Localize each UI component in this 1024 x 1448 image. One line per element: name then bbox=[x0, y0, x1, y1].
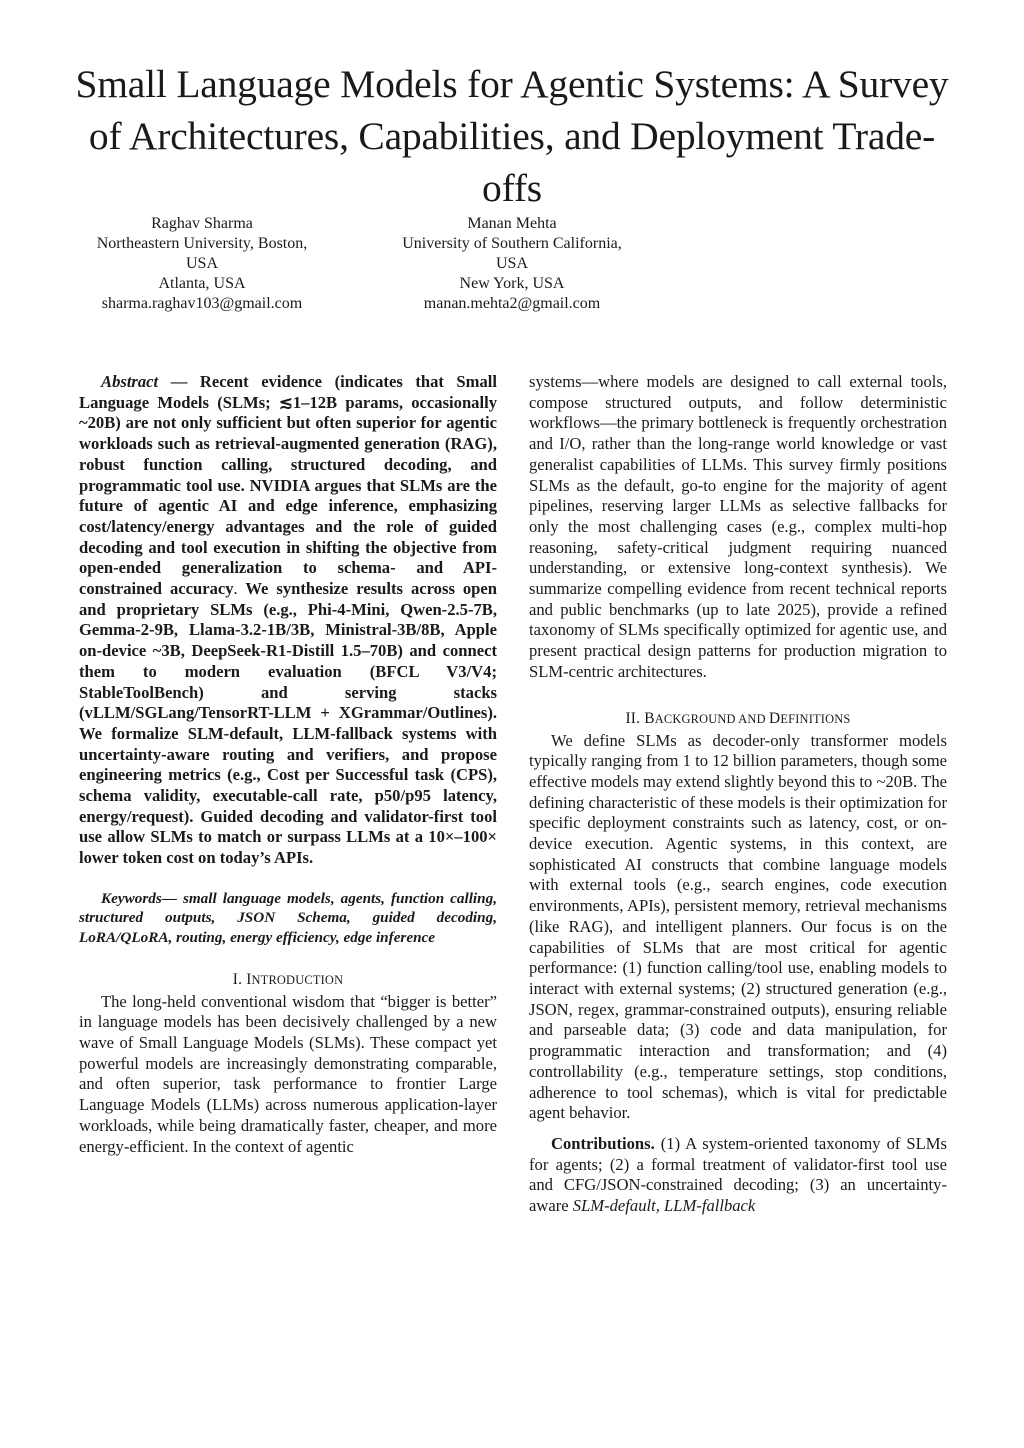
author-name: Manan Mehta bbox=[467, 215, 557, 232]
author-affiliation: Northeastern University, Boston, bbox=[96, 235, 308, 252]
keywords-text: — small language models, agents, function calling, structured outputs, JSON Schema, guided decoding, LoRA/QLoRA, routing, energy efficiency, edge inference bbox=[79, 889, 497, 947]
section-heading-initial: I bbox=[246, 970, 252, 988]
author-name: Raghav Sharma bbox=[151, 215, 253, 232]
abstract-text-cont: We synthesize results across open and proprietary SLMs (e.g., Phi-4-Mini, Qwen-2.5-7B, Gemma-2-9B, Llama-3.2-1B/3B, Ministral-3B/8B, Apple on-device ~3B, DeepSeek-R1-Distill 1.5–70B) and connect them to modern evaluation (BFCL V3/V4; StableToolBench) and serving stacks (vLLM/SGLang/TensorRT-LLM + XGrammar/Outlines). We formalize SLM-default, LLM-fallback systems with uncertainty-aware routing and verifiers, and propose engineering metrics (e.g., Cost per Successful task (CPS), schema validity, executable-call rate, p50/p95 latency, energy/request). Guided decoding and validator-first tool use allow SLMs to match or surpass LLMs at a 10×–100× lower token cost on today’s APIs. bbox=[79, 579, 497, 868]
section-heading-rest: NTRODUCTION bbox=[251, 972, 344, 987]
section-numeral: I. bbox=[232, 970, 243, 988]
author-location: Atlanta, USA bbox=[158, 275, 246, 292]
section-heading-background bbox=[529, 709, 947, 729]
author-block-2 bbox=[372, 214, 652, 314]
author-email: manan.mehta2@gmail.com bbox=[423, 295, 601, 312]
contributions-label: Contributions. bbox=[551, 1133, 655, 1153]
background-paragraph: We define SLMs as decoder-only transformer models typically ranging from 1 to 12 billion parameters, though some effective models may extend slightly beyond this to ~20B. The defining characteristic of these models is their optimization for specific deployment constraints such as latency, cost, or on-device execution. Agentic systems, in this context, are sophisticated AI constructs that combine language models with external tools (e.g., search engines, code execution environments, APIs), persistent memory, retrieval mechanisms (like RAG), and intelligent planners. Our focus is on the capabilities of SLMs that are most critical for agentic performance: (1) function calling/tool use, enabling models to interact with external systems; (2) structured generation (e.g., JSON, regex, grammar-constrained outputs), ensuring reliable and parseable data; (3) code and data manipulation, for programmatic interaction and transformation; and (4) controllability (e.g., temperature settings, stop conditions, adherence to tool schemas), which is vital for predictable agent behavior. bbox=[529, 730, 947, 1123]
introduction-paragraph: The long-held conventional wisdom that “bigger is better” in language models has been decisively challenged by a new wave of Small Language Models (SLMs). These compact yet powerful models are increasingly demonstrating comparable, and often superior, task performance to frontier Large Language Models (LLMs) across numerous application-layer workloads, while being dramatically faster, cheaper, and more energy-efficient. In the context of agentic bbox=[79, 991, 497, 1156]
author-affiliation-country: USA bbox=[185, 255, 218, 272]
abstract-dash: — bbox=[158, 372, 200, 391]
keywords bbox=[79, 889, 497, 948]
section-heading-initial: B bbox=[644, 709, 655, 727]
abstract-text: Recent evidence (indicates that Small Language Models (SLMs; ≲1–12B params, occasionally ~20B) are not only sufficient but often superior for agentic workloads such as retrieval-augmented generation (RAG), robust function calling, structured decoding, and programmatic tool use. NVIDIA argues that SLMs are the future of agentic AI and edge inference, emphasizing cost/latency/energy advantages and the role of guided decoding and tool execution in shifting the objective from open-ended generalization to schema- and API-constrained accuracy bbox=[79, 372, 497, 599]
contributions-paragraph bbox=[529, 1134, 947, 1217]
abstract-period: . bbox=[233, 579, 238, 599]
section-heading-rest: ACKGROUND AND bbox=[654, 711, 770, 726]
abstract-label: Abstract bbox=[101, 372, 159, 391]
keywords-label: Keywords bbox=[101, 889, 162, 907]
contributions-text: (1) A system-oriented taxonomy of SLMs for agents; (2) a formal treatment of validator-first tool use and CFG/JSON-constrained decoding; (3) an uncertainty-aware bbox=[529, 1133, 947, 1216]
author-affiliation-country: USA bbox=[495, 255, 528, 272]
author-email: sharma.raghav103@gmail.com bbox=[101, 295, 303, 312]
section-heading-introduction bbox=[79, 970, 497, 990]
paper-title: Small Language Models for Agentic Systems: A Survey of Architectures, Capabilities, and Deployment Trade-offs bbox=[75, 62, 949, 210]
introduction-paragraph-continued: systems—where models are designed to call external tools, compose structured outputs, and follow deterministic workflows—the primary bottleneck is frequently orchestration and I/O, rather than the long-range world knowledge or vast generalist capabilities of LLMs. This survey firmly positions SLMs as the default, go-to engine for the majority of agent pipelines, reserving larger LLMs as selective fallbacks for only the most challenging cases (e.g., complex multi-hop reasoning, safety-critical judgment requiring nuanced understanding, or extensive long-context synthesis). We summarize compelling evidence from recent technical reports and public benchmarks (up to late 2025), provide a refined taxonomy of SLMs specifically optimized for agentic use, and present practical design patterns for production migration to SLM-centric architectures. bbox=[529, 372, 947, 681]
contributions-italic: SLM-default, LLM-fallback bbox=[572, 1196, 756, 1216]
left-column bbox=[79, 372, 497, 1157]
right-column bbox=[529, 372, 947, 1217]
author-location: New York, USA bbox=[459, 275, 565, 292]
author-affiliation: University of Southern California, bbox=[402, 235, 622, 252]
section-heading-initial-2: D bbox=[769, 709, 781, 727]
section-numeral: II. bbox=[625, 709, 641, 727]
section-heading-rest-2: EFINITIONS bbox=[780, 711, 851, 726]
author-block-1 bbox=[62, 214, 342, 314]
abstract bbox=[79, 372, 497, 869]
